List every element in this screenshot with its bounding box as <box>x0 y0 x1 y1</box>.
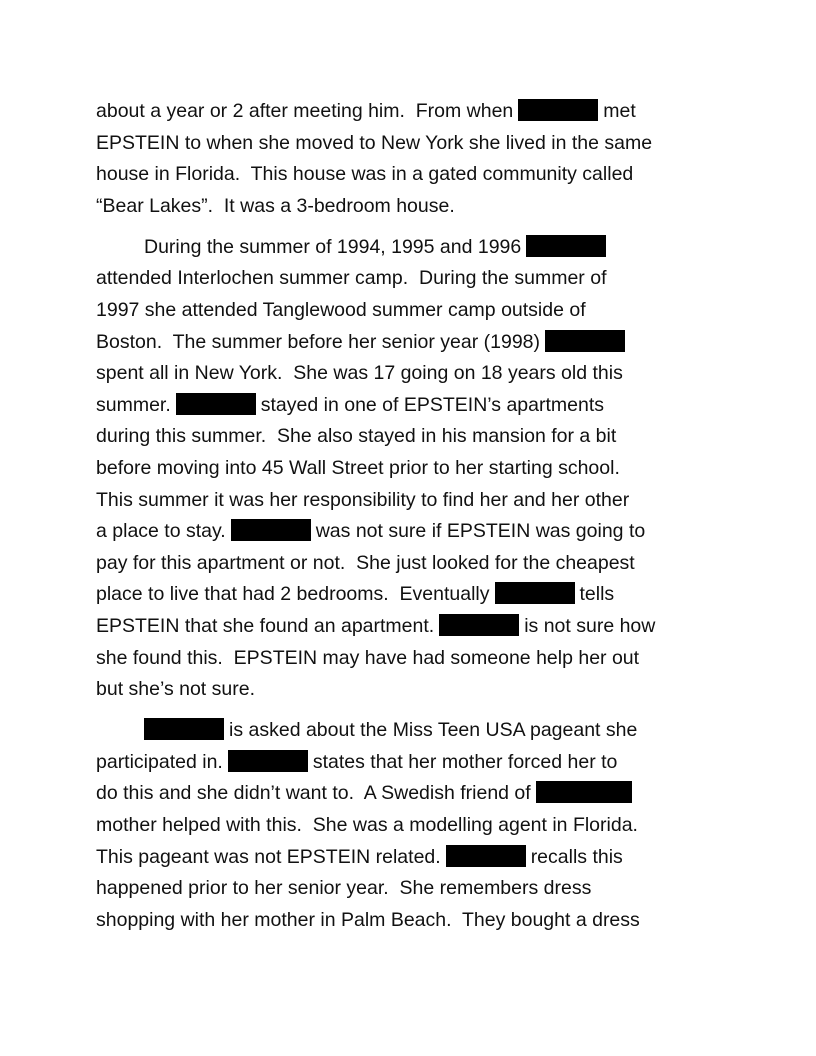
text-run: about a year or 2 after meeting him. From when <box>96 100 514 122</box>
text-line <box>96 611 736 643</box>
document-page <box>96 96 736 936</box>
text-run: During the summer of 1994, 1995 and 1996 <box>144 235 522 258</box>
redaction-box <box>176 393 256 415</box>
text-line <box>96 810 736 842</box>
text-run: met <box>603 100 636 122</box>
text-run: she found this. EPSTEIN may have had someone help her out <box>96 646 640 669</box>
text-line <box>96 96 736 128</box>
text-run: EPSTEIN that she found an apartment. <box>96 615 435 637</box>
redaction-box <box>231 519 311 541</box>
redaction-box <box>495 582 575 604</box>
redaction-box <box>526 235 606 257</box>
text-run: EPSTEIN to when she moved to New York she lived in the same <box>96 131 653 154</box>
text-line <box>96 295 736 327</box>
text-run: 1997 she attended Tanglewood summer camp outside of <box>96 299 586 322</box>
text-run: stayed in one of EPSTEIN’s apartments <box>260 393 604 416</box>
text-line <box>96 643 736 675</box>
text-line <box>96 232 736 264</box>
redaction-box <box>144 718 224 740</box>
text-run: mother helped with this. She was a modelling agent in Florida. <box>96 814 638 837</box>
paragraph-2 <box>96 232 736 706</box>
text-run: a place to stay. <box>96 520 226 543</box>
text-run: is not sure how <box>524 615 656 637</box>
text-line <box>96 358 736 390</box>
text-line <box>96 674 736 706</box>
text-run: before moving into 45 Wall Street prior to her starting school. <box>96 457 620 480</box>
redaction-box <box>545 330 625 352</box>
text-run: but she’s not sure. <box>96 678 255 701</box>
text-line <box>96 263 736 295</box>
text-line <box>96 327 736 359</box>
redaction-box <box>228 750 308 772</box>
text-line <box>96 159 736 191</box>
text-line <box>96 842 736 874</box>
redaction-box <box>439 614 519 636</box>
redaction-box <box>518 99 598 121</box>
text-run: happened prior to her senior year. She remembers dress <box>96 877 592 900</box>
text-run: shopping with her mother in Palm Beach. They bought a dress <box>96 908 640 931</box>
text-run: do this and she didn’t want to. A Swedish friend of <box>96 782 531 805</box>
text-run: was not sure if EPSTEIN was going to <box>315 520 646 543</box>
text-line <box>96 715 736 747</box>
text-run: Boston. The summer before her senior year (1998) <box>96 330 541 353</box>
text-line <box>96 516 736 548</box>
text-run: is asked about the Miss Teen USA pageant she <box>229 719 638 742</box>
text-run: “Bear Lakes”. It was a 3-bedroom house. <box>96 194 455 217</box>
text-line <box>96 579 736 611</box>
text-run: house in Florida. This house was in a gated community called <box>96 163 634 186</box>
paragraph-3 <box>96 715 736 936</box>
text-run: pay for this apartment or not. She just looked for the cheapest <box>96 551 635 574</box>
text-run: tells <box>579 583 615 606</box>
text-run: during this summer. She also stayed in his mansion for a bit <box>96 425 617 448</box>
text-run: place to live that had 2 bedrooms. Eventually <box>96 583 490 606</box>
text-run: This pageant was not EPSTEIN related. <box>96 845 441 868</box>
text-line <box>96 485 736 517</box>
redaction-box <box>536 781 632 803</box>
text-run: recalls this <box>530 845 623 868</box>
text-line <box>96 128 736 160</box>
text-line <box>96 191 736 223</box>
text-run: states that her mother forced her to <box>312 750 618 773</box>
text-run: spent all in New York. She was 17 going on 18 years old this <box>96 362 623 385</box>
text-run: This summer it was her responsibility to find her and her other <box>96 488 630 511</box>
text-line <box>96 747 736 779</box>
text-line <box>96 873 736 905</box>
text-line <box>96 421 736 453</box>
text-line <box>96 548 736 580</box>
redaction-box <box>446 845 526 867</box>
paragraph-1 <box>96 96 736 222</box>
text-line <box>96 453 736 485</box>
text-line <box>96 778 736 810</box>
text-line <box>96 390 736 422</box>
text-line <box>96 905 736 937</box>
text-run: attended Interlochen summer camp. During the summer of <box>96 267 607 290</box>
text-run: summer. <box>96 393 171 416</box>
text-run: participated in. <box>96 750 223 773</box>
